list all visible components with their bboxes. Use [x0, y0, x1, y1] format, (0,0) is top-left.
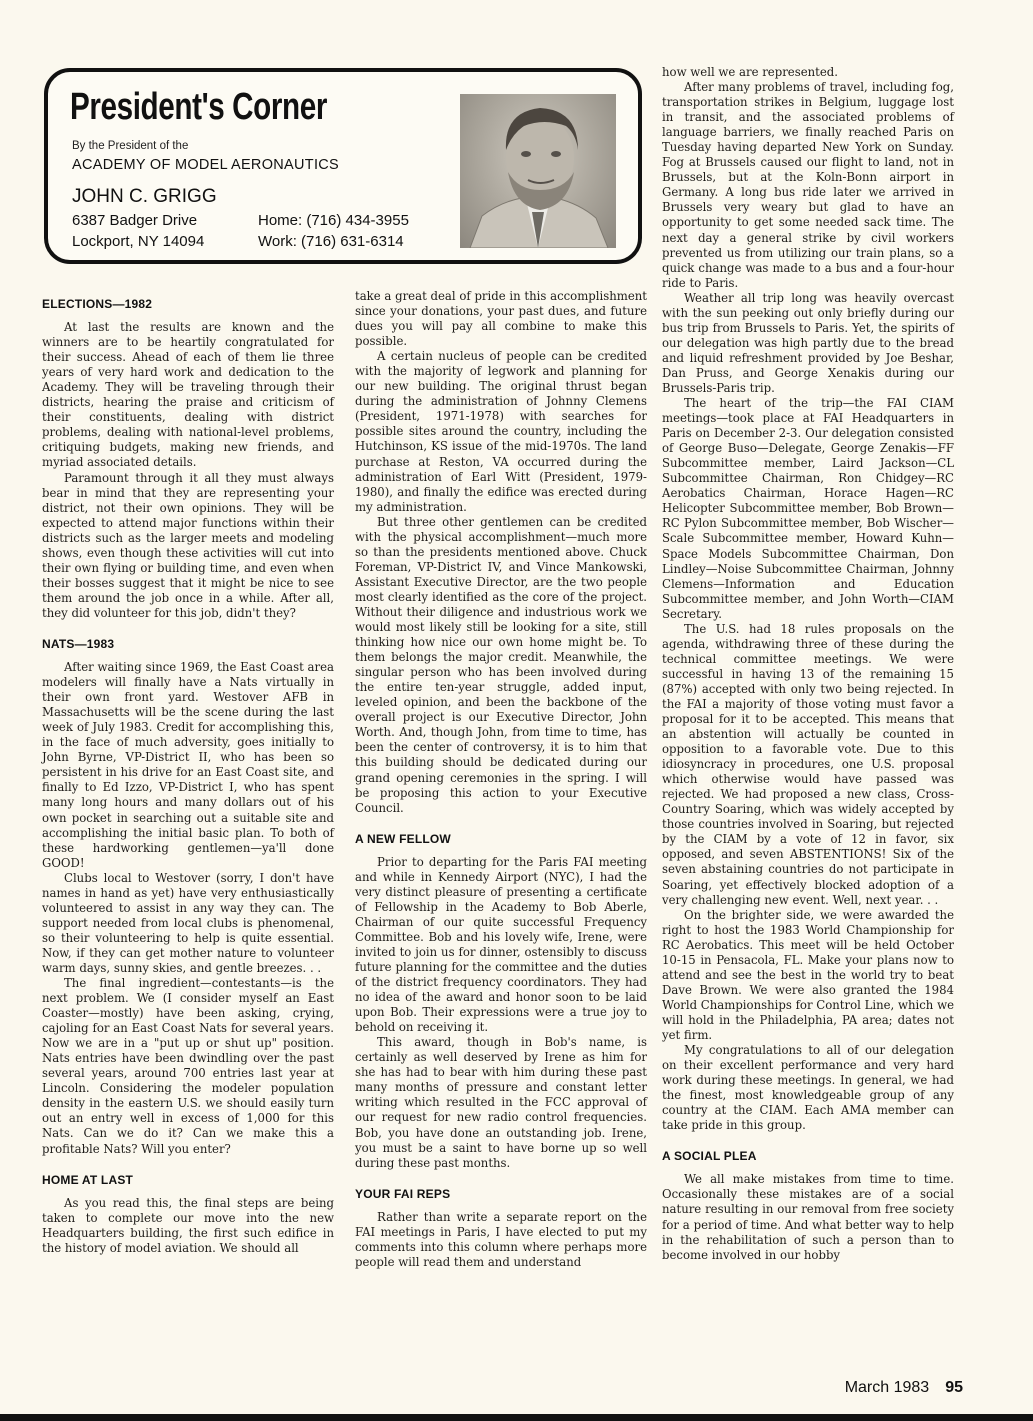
paragraph: Weather all trip long was heavily overcast with the sun peeking out only briefly during our bus trip from Brussels to Paris. Yet, the spirits of our delegation was high partly due to the bread and liquid refreshment provided by Joe Beshar, Dan Pruss, and George Xenakis during our Brussels-Paris trip.: [662, 290, 954, 395]
continued-paragraph: take a great deal of pride in this accomplishment since your donations, your past dues, and future dues you will pay all combine to make this possible.: [355, 289, 647, 349]
page-footer: [845, 1379, 963, 1397]
paragraph: My congratulations to all of our delegation on their excellent performance and very hard work during these meetings. In general, we had the finest, most knowledgeable group of any country at the CIAM. Each AMA member can take pride in this group.: [662, 1043, 954, 1133]
byline: By the President of the: [72, 140, 189, 152]
paragraph: The heart of the trip—the FAI CIAM meetings—took place at FAI Headquarters in Paris on December 2-3. Our delegation consisted of George Buso—Delegate, George Zenakis—FF Subcommittee member, Laird Jackson—CL Subcommittee Chairman, Ron Chidgey—RC Aerobatics Chairman, Horace Hagen—RC Helicopter Subcommittee member, Bob Brown—RC Pylon Subcommittee member, Bob Wischer—Scale Subcommittee member, Howard Kuhn—Space Models Subcommittee Chairman, Don Lindley—Noise Subcommittee Chairman, Johnny Clemens—Information and Education Subcommittee member, and John Worth—CIAM Secretary.: [662, 396, 954, 621]
section-heading: A SOCIAL PLEA: [662, 1149, 757, 1164]
section-heading: YOUR FAI REPS: [355, 1186, 451, 1201]
paragraph: On the brighter side, we were awarded the right to host the 1983 World Championship for RC Aerobatics. This meet will be held October 10-15 in Pensacola, FL. Make your plans now to attend and see the best in the world try to beat Dave Brown. We were also granted the 1984 World Championships for Control Line, which we will hold in the Philadelphia, PA area; dates not yet firm.: [662, 907, 954, 1042]
issue-date: March 1983: [844, 1379, 930, 1396]
president-name: JOHN C. GRIGG: [72, 186, 217, 207]
paragraph: This award, though in Bob's name, is certainly as well deserved by Irene as him for she has had to bear with him during these past many months of pressure and constant letter writing which resulted in the FCC approval of our request for new radio control frequencies. Bob, you have done an outstanding job. Irene, you must be a saint to have borne up so well during these past months.: [355, 1035, 647, 1170]
section-spacer: [42, 621, 334, 637]
paragraph: Clubs local to Westover (sorry, I don't have names in hand as yet) have very enthusiastically volunteered to assist in any way they can. The support needed from local clubs is phenomenal, so their volunteering to help is quite essential. Now, if they can get mother nature to volunteer warm days, sunny skies, and gentle breezes. . .: [42, 870, 334, 975]
section-spacer: [662, 1133, 954, 1149]
paragraph: As you read this, the final steps are being taken to complete our move into the new Headquarters building, the first such edifice in the history of model aviation. We should all: [42, 1195, 334, 1255]
work-phone: Work: (716) 631-6314: [258, 233, 404, 250]
section-heading: A NEW FELLOW: [355, 831, 451, 846]
article-column-2: [355, 289, 647, 1270]
section-spacer: [355, 816, 647, 832]
paragraph: Paramount through it all they must always bear in mind that they are representing your district, not their own opinions. They will be expected to attend major functions within their districts such as the larger meets and modeling shows, even though these activities will cut into their own flying or building time, and even when their bosses suggest that it might be nice to see them around the job once in a while. After all, they did volunteer for this job, didn't they?: [42, 470, 334, 620]
article-column-3: [662, 65, 954, 1263]
paragraph: The U.S. had 18 rules proposals on the agenda, withdrawing three of these during the technical committee meetings. We were successful in having 13 of the remaining 15 (87%) accepted with only two being rejected. In the FAI a majority of those voting must favor a proposal for it to be accepted. This means that an abstention will actually be counted in opposition to a favorable vote. Due to this idiosyncracy in procedures, one U.S. proposal which otherwise would have passed was rejected. We had proposed a new class, Cross-Country Soaring, which was widely accepted by those countries involved in Soaring, but rejected by the CIAM by a vote of 12 in favor, six opposed, and seven ABSTENTIONS! Six of the seven abstaining countries do not participate in Soaring, yet effectively blocked adoption of a very challenging new event. Well, next year. . .: [662, 621, 954, 907]
paragraph: After many problems of travel, including fog, transportation strikes in Belgium, luggage lost in transit, and the associated problems of language barriers, we finally reached Paris on Tuesday having departed New York on Sunday. Fog at Brussels caused our flight to land, not in Brussels, but at the Koln-Bonn airport in Germany. A long bus ride later we arrived in Brussels very weary but glad to have an opportunity to get some needed sack time. The next day a general strike by civil workers prevented us from utilizing our train plans, so a quick change was made to a bus and a four-hour ride to Paris.: [662, 80, 954, 290]
portrait-photo: [460, 94, 616, 248]
portrait-illustration: [460, 94, 616, 248]
page-title: President's Corner: [70, 86, 327, 128]
phone-numbers: [258, 210, 409, 252]
presidents-corner-header: [44, 68, 642, 264]
paragraph: The final ingredient—contestants—is the next problem. We (I consider myself an East Coaster—mostly) have been asking, crying, cajoling for an East Coast Nats for several years. Now we are in a "put up or shut up" position. Nats entries have been dwindling over the past several years, around 700 entries last year at Lincoln. Considering the modeler population density in the eastern U.S. we should easily turn out an entry well in excess of 1,000 for this Nats. Can we do it? Can we make this a profitable Nats? Will you enter?: [42, 976, 334, 1156]
section-spacer: [355, 1171, 647, 1187]
page-number: 95: [945, 1379, 963, 1396]
organization-name: ACADEMY OF MODEL AERONAUTICS: [72, 157, 340, 173]
paragraph: We all make mistakes from time to time. Occasionally these mistakes are of a social nature resulting in our removal from free society for a period of time. And what better way to help in the rehabilitation of such a person than to become involved in our hobby: [662, 1172, 954, 1262]
paragraph: But three other gentlemen can be credited with the physical accomplishment—much more so than the presidents mentioned above. Chuck Foreman, VP-District IV, and Vince Mankowski, Assistant Executive Director, are the two people most clearly identified as the core of the project. Without their diligence and industrious work we would most likely still be looking for a site, still thinking how nice our own home might be. To them belongs the major credit. Meanwhile, the singular person who has been involved during the entire ten-year struggle, added input, leveled opinion, and been the backbone of the overall project is our Executive Director, John Worth. And, though John, from time to time, has been the center of controversy, it is to him that this building should be dedicated during our grand opening ceremonies in the spring. I will be proposing this action to your Executive Council.: [355, 514, 647, 815]
section-spacer: [42, 1157, 334, 1173]
section-heading: HOME AT LAST: [42, 1172, 134, 1187]
paragraph: Rather than write a separate report on the FAI meetings in Paris, I have elected to put my comments into this column where perhaps more people will read them and understand: [355, 1209, 647, 1269]
continued-paragraph: how well we are represented.: [662, 65, 838, 79]
page-edge-bar: [0, 1414, 1033, 1421]
paragraph: Prior to departing for the Paris FAI meeting and while in Kennedy Airport (NYC), I had the very distinct pleasure of presenting a certificate of Fellowship in the Academy to Bob Aberle, Chairman of our quite successful Frequency Committee. Bob and his lovely wife, Irene, were invited to join us for dinner, ostensibly to discuss future planning for the committee and the duties of the district frequency coordinators. They had no idea of the award and honor soon to be laid upon Bob. Their expressions were a true joy to behold on receiving it.: [355, 854, 647, 1035]
paragraph: After waiting since 1969, the East Coast area modelers will finally have a Nats virtually in their own front yard. Westover AFB in Massachusetts will be the scene during the last week of July 1983. Credit for accomplishing this, in the face of much adversity, goes initially to John Byrne, VP-District II, who has been so persistent in his drive for an East Coast site, and finally to Ed Izzo, VP-District I, who has spent many long hours and many dollars out of his own pocket in searching out a suitable site and accomplishing the initial basic plan. To both of these hardworking gentlemen—ya'll done GOOD!: [42, 660, 334, 870]
article-column-1: [42, 297, 334, 1256]
section-heading: NATS—1983: [42, 636, 115, 651]
paragraph: At last the results are known and the winners are to be heartily congratulated for their success. Ahead of each of them lie three years of very hard work and dedication to the Academy. They will be traveling through their districts, hearing the praise and criticism of their constituents, dealing with district problems, dealing with national-level problems, critiquing budgets, making new friends, and myriad associated details.: [42, 320, 334, 470]
mailing-address: [72, 210, 204, 252]
address-city: Lockport, NY 14094: [72, 233, 205, 250]
address-street: 6387 Badger Drive: [72, 212, 198, 229]
home-phone: Home: (716) 434-3955: [258, 212, 409, 229]
paragraph: A certain nucleus of people can be credited with the majority of legwork and planning for our new building. The original thrust began during the administration of Johnny Clemens (President, 1971-1978) with searches for possible sites around the country, including the Hutchinson, KS issue of the mid-1970s. The land purchase at Reston, VA occurred during the administration of Earl Witt (President, 1979-1980), and finally the edifice was erected during my administration.: [355, 349, 647, 514]
section-heading: ELECTIONS—1982: [42, 297, 153, 311]
